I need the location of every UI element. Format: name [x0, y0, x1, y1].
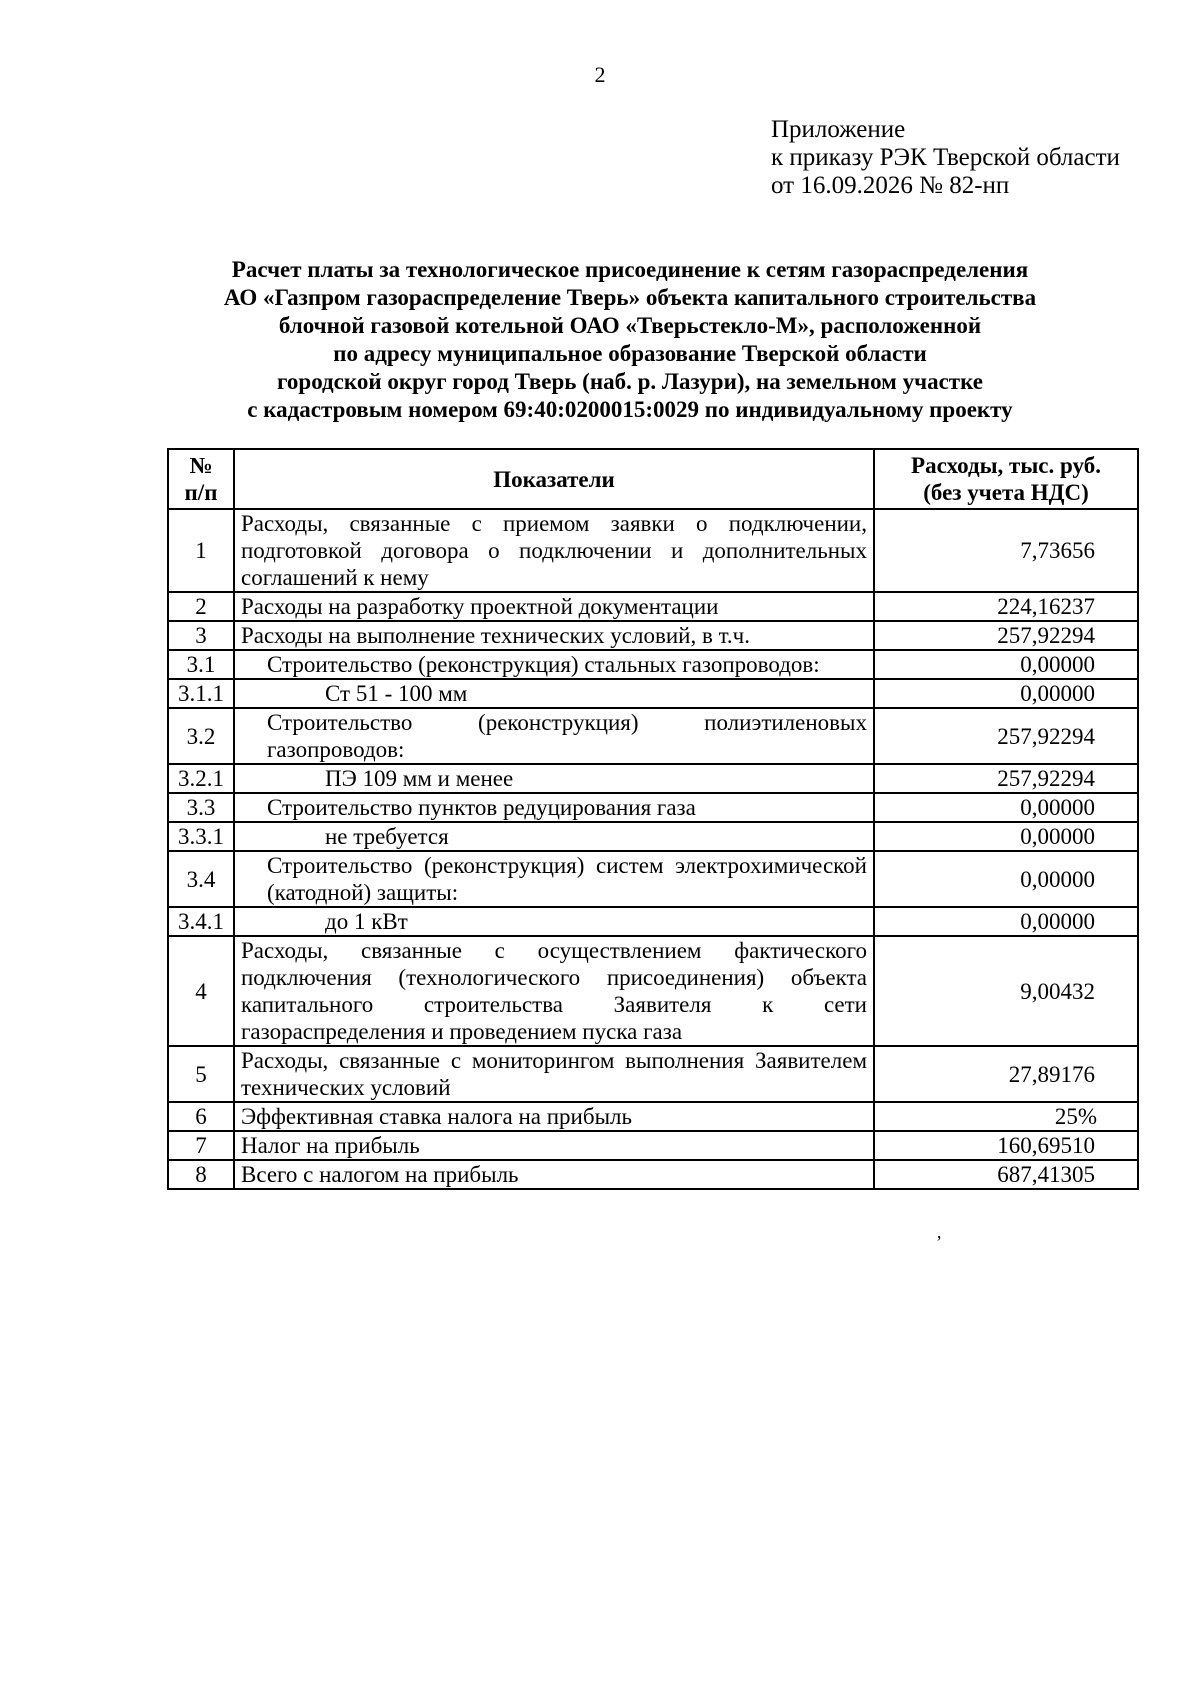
table-row: [168, 1046, 1138, 1102]
row-description: Эффективная ставка налога на прибыль: [234, 1102, 874, 1131]
row-description: не требуется: [234, 822, 874, 851]
row-description: Расходы на разработку проектной документации: [234, 592, 874, 621]
header-indicators: Показатели: [234, 449, 874, 509]
cost-table: [167, 448, 1139, 1190]
title-line-6: с кадастровым номером 69:40:0200015:0029 по индивидуальному проекту: [247, 397, 1013, 422]
row-number: 3: [168, 621, 234, 650]
row-value: 0,00000: [874, 907, 1138, 936]
row-description: Всего с налогом на прибыль: [234, 1160, 874, 1189]
row-value: 687,41305: [874, 1160, 1138, 1189]
table-row: [168, 1102, 1138, 1131]
header-number-line-2: п/п: [184, 480, 218, 505]
table-row: [168, 851, 1138, 907]
row-description: Ст 51 - 100 мм: [234, 679, 874, 708]
table-row: [168, 764, 1138, 793]
title-line-3: блочной газовой котельной ОАО «Тверьстекло-М», расположенной: [278, 313, 982, 338]
table-row: [168, 1131, 1138, 1160]
header-expenses: [874, 449, 1138, 509]
appendix-block: [771, 116, 1120, 200]
header-number: [168, 449, 234, 509]
table-row: [168, 621, 1138, 650]
row-description: Строительство (реконструкция) стальных газопроводов:: [234, 650, 874, 679]
row-number: 6: [168, 1102, 234, 1131]
row-number: 3.4: [168, 851, 234, 907]
title-line-4: по адресу муниципальное образование Тверской области: [333, 341, 927, 366]
row-number: 5: [168, 1046, 234, 1102]
row-description: Расходы на выполнение технических условий, в т.ч.: [234, 621, 874, 650]
row-description: Расходы, связанные с осуществлением фактического подключения (технологического присоединения) объекта капитального строительства Заявителя к сети газораспределения и проведением пуска газа: [234, 936, 874, 1046]
row-description: Расходы, связанные с мониторингом выполнения Заявителем технических условий: [234, 1046, 874, 1102]
title-line-5: городской округ город Тверь (наб. р. Лазури), на земельном участке: [277, 369, 983, 394]
row-number: 3.2.1: [168, 764, 234, 793]
row-value: 0,00000: [874, 650, 1138, 679]
table-row: [168, 907, 1138, 936]
row-value: 0,00000: [874, 822, 1138, 851]
header-expenses-line-1: Расходы, тыс. руб.: [911, 453, 1101, 478]
document-title: [130, 256, 1130, 424]
title-line-2: АО «Газпром газораспределение Тверь» объекта капитального строительства: [223, 285, 1037, 310]
table-row: [168, 679, 1138, 708]
row-description: Расходы, связанные с приемом заявки о подключении, подготовкой договора о подключении и дополнительных соглашений к нему: [234, 509, 874, 592]
row-number: 1: [168, 509, 234, 592]
table-row: [168, 1160, 1138, 1189]
row-value: 7,73656: [874, 509, 1138, 592]
row-description: ПЭ 109 мм и менее: [234, 764, 874, 793]
row-value: 160,69510: [874, 1131, 1138, 1160]
row-number: 3.3.1: [168, 822, 234, 851]
row-value: 0,00000: [874, 679, 1138, 708]
row-value: 257,92294: [874, 708, 1138, 764]
stray-pen-mark: ’: [936, 1232, 942, 1252]
row-description: Строительство (реконструкция) систем электрохимической (катодной) защиты:: [234, 851, 874, 907]
header-expenses-line-2: (без учета НДС): [923, 480, 1089, 505]
row-number: 8: [168, 1160, 234, 1189]
row-value: 224,16237: [874, 592, 1138, 621]
table-row: [168, 793, 1138, 822]
row-number: 3.2: [168, 708, 234, 764]
row-number: 3.1.1: [168, 679, 234, 708]
row-description: Строительство (реконструкция) полиэтиленовых газопроводов:: [234, 708, 874, 764]
title-line-1: Расчет платы за технологическое присоединение к сетям газораспределения: [231, 257, 1029, 282]
row-value: 0,00000: [874, 793, 1138, 822]
row-value: 9,00432: [874, 936, 1138, 1046]
row-number: 3.4.1: [168, 907, 234, 936]
appendix-line-2: к приказу РЭК Тверской области: [771, 144, 1120, 171]
appendix-line-3: от 16.09.2026 № 82-нп: [771, 172, 1010, 199]
row-value: 0,00000: [874, 851, 1138, 907]
table-row: [168, 822, 1138, 851]
row-value: 257,92294: [874, 621, 1138, 650]
row-number: 7: [168, 1131, 234, 1160]
row-value: 27,89176: [874, 1046, 1138, 1102]
row-number: 3.3: [168, 793, 234, 822]
page-number: 2: [594, 62, 606, 87]
appendix-line-1: Приложение: [771, 116, 906, 143]
table-row: [168, 509, 1138, 592]
row-value: 257,92294: [874, 764, 1138, 793]
table-header-row: [168, 449, 1138, 509]
row-description: Строительство пунктов редуцирования газа: [234, 793, 874, 822]
table-row: [168, 592, 1138, 621]
table-row: [168, 936, 1138, 1046]
row-number: 3.1: [168, 650, 234, 679]
table-row: [168, 650, 1138, 679]
row-number: 2: [168, 592, 234, 621]
row-description: Налог на прибыль: [234, 1131, 874, 1160]
table-row: [168, 708, 1138, 764]
row-number: 4: [168, 936, 234, 1046]
row-description: до 1 кВт: [234, 907, 874, 936]
row-value: 25%: [874, 1102, 1138, 1131]
header-number-line-1: №: [189, 453, 213, 478]
